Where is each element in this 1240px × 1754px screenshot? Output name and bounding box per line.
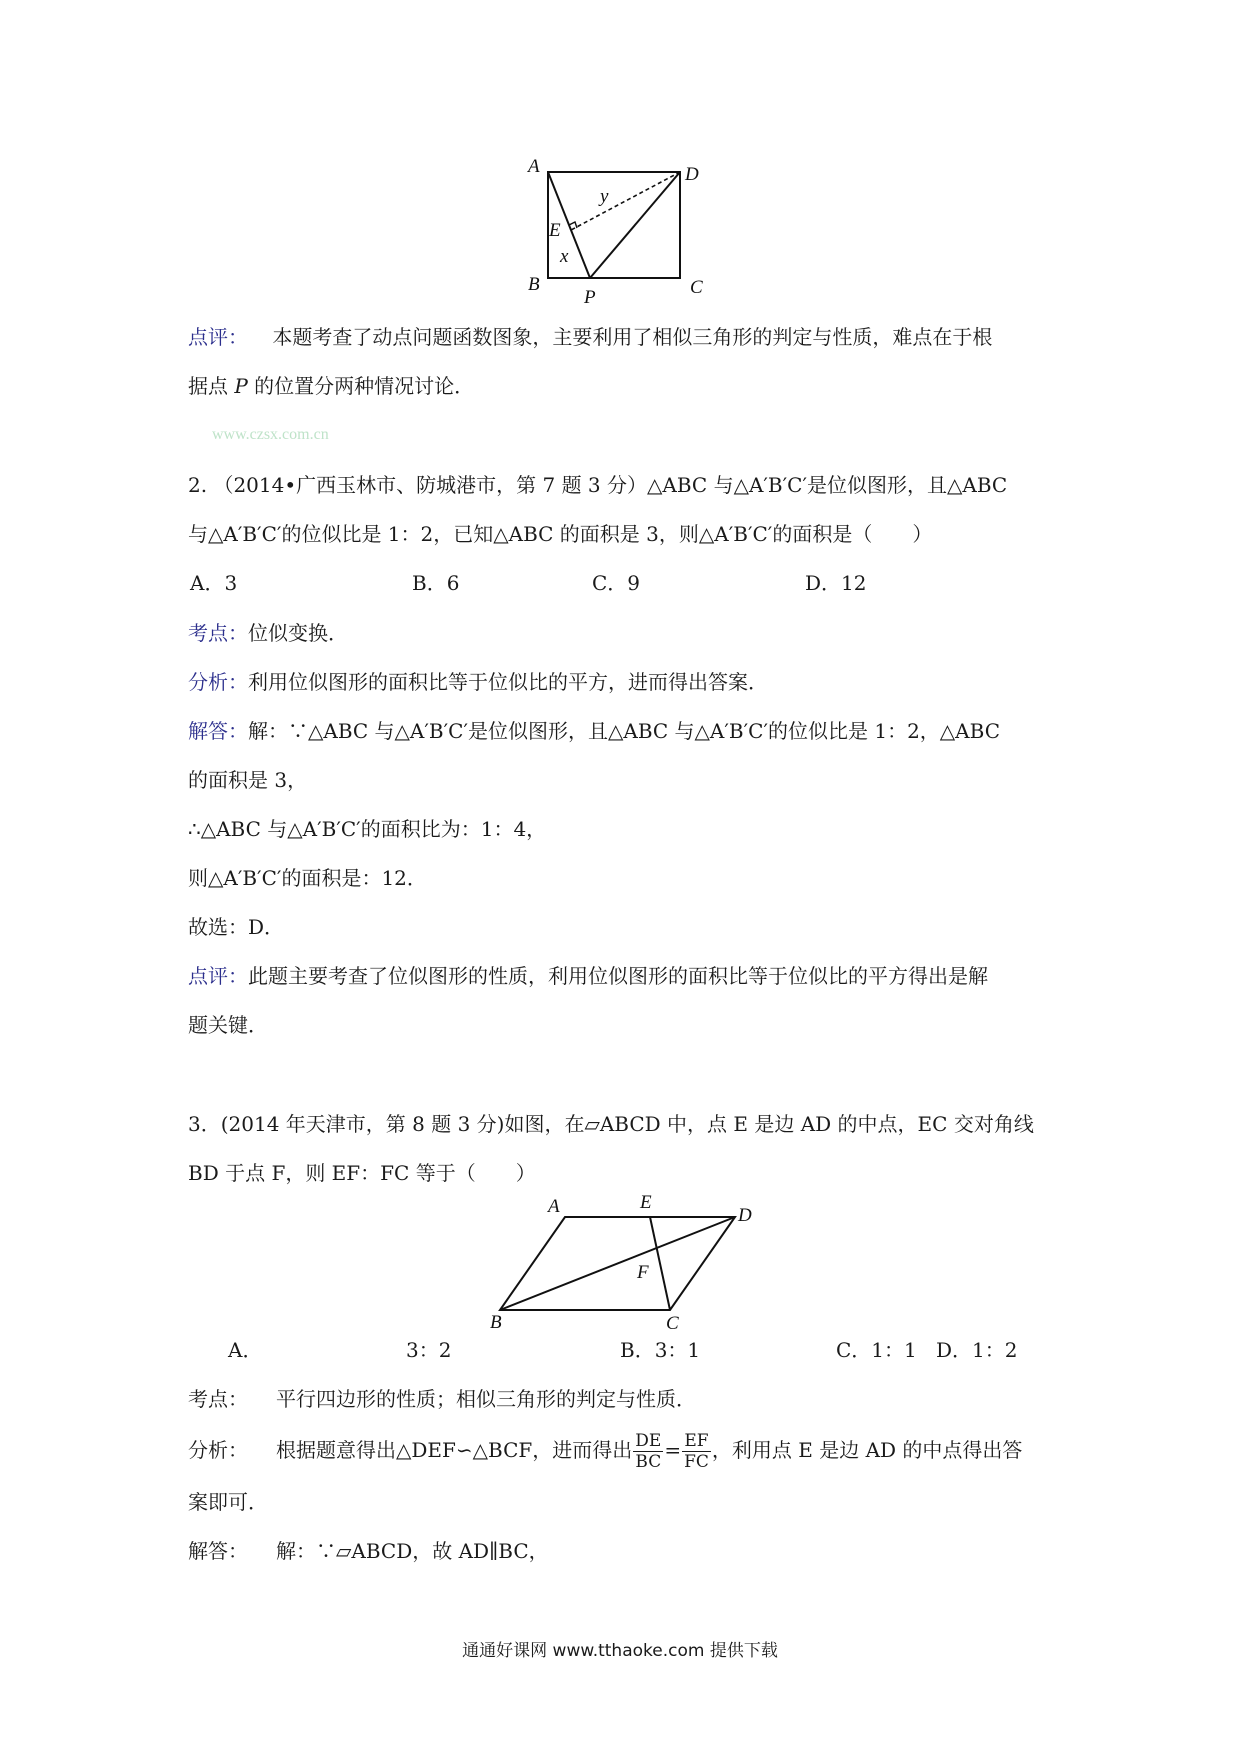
q2-jieda-1: 解答：解：∵△ABC 与△A′B′C′是位似图形，且△ABC 与△A′B′C′的位似比是 1：2，△ABC xyxy=(188,719,1001,743)
figure-rectangle-abcd xyxy=(520,150,720,310)
label-a: A xyxy=(528,156,540,177)
q3-option-a-value: 3：2 xyxy=(406,1338,452,1362)
q2-option-c: C．9 xyxy=(592,571,641,595)
q2-dianping-2: 题关键． xyxy=(188,1013,268,1037)
q2-option-a: A．3 xyxy=(190,571,238,595)
q2-kaodian: 考点：位似变换． xyxy=(188,621,348,645)
q2-stem-2: 与△A′B′C′的位似比是 1：2，已知△ABC 的面积是 3，则△A′B′C′的面积是（ ） xyxy=(188,522,933,546)
label-d: D xyxy=(685,164,699,185)
label-e: E xyxy=(549,220,561,241)
label-b: B xyxy=(528,274,540,295)
label-f: F xyxy=(637,1262,649,1283)
label-b: B xyxy=(490,1312,502,1332)
label-c: C xyxy=(666,1313,679,1332)
q2-dianping-1: 点评：此题主要考查了位似图形的性质，利用位似图形的面积比等于位似比的平方得出是解 xyxy=(188,964,988,988)
q3-option-b: B．3：1 xyxy=(620,1338,701,1362)
q3-stem-2: BD 于点 F，则 EF：FC 等于（ ） xyxy=(188,1161,536,1185)
watermark: www.czsx.com.cn xyxy=(212,426,329,443)
label-p: P xyxy=(584,287,596,308)
q3-option-c: C．1：1 xyxy=(836,1338,917,1362)
review-line-1 xyxy=(188,324,992,350)
q3-option-d: D．1：2 xyxy=(936,1338,1018,1362)
q3-fenxi-2: 案即可． xyxy=(188,1490,268,1514)
q3-stem-1: 3．(2014 年天津市，第 8 题 3 分)如图，在▱ABCD 中，点 E 是边 AD 的中点，EC 交对角线 xyxy=(188,1112,1034,1136)
review-label: 点评： xyxy=(188,325,248,349)
label-a: A xyxy=(548,1196,560,1217)
fraction-ef-fc: $\frac{EF}{FC}$ xyxy=(684,1431,709,1472)
label-d: D xyxy=(738,1205,752,1226)
q2-option-b: B．6 xyxy=(412,571,460,595)
q3-kaodian: 考点： 平行四边形的性质；相似三角形的判定与性质． xyxy=(188,1387,696,1411)
q3-option-a: A． xyxy=(228,1338,263,1362)
review-line-2: 据点 P 的位置分两种情况讨论． xyxy=(188,374,475,398)
review-text-1: 本题考查了动点问题函数图象，主要利用了相似三角形的判定与性质，难点在于根 xyxy=(272,325,993,349)
q2-jieda-4: 则△A′B′C′的面积是：12． xyxy=(188,866,427,890)
label-x: x xyxy=(560,246,569,267)
q2-jieda-3: ∴△ABC 与△A′B′C′的面积比为：1：4， xyxy=(188,817,547,841)
page-footer: 通通好课网 www.tthaoke.com 提供下载 xyxy=(462,1641,778,1661)
q2-fenxi: 分析：利用位似图形的面积比等于位似比的平方，进而得出答案． xyxy=(188,670,768,694)
q3-fenxi: 分析： 根据题意得出△DEF∽△BCF，进而得出 $\frac{DE}{BC}$ = $\frac{EF}{FC}$ ，利用点 E 是边 AD 的中点得出答 xyxy=(188,1431,1023,1472)
q2-stem-1: 2. （2014•广西玉林市、防城港市，第 7 题 3 分）△ABC 与△A′B′C′是位似图形，且△ABC xyxy=(188,473,1008,497)
label-c: C xyxy=(690,277,703,298)
label-e: E xyxy=(640,1192,652,1213)
label-y: y xyxy=(600,186,609,207)
figure-parallelogram-abcd xyxy=(490,1192,770,1332)
q3-jieda: 解答： 解：∵▱ABCD，故 AD∥BC， xyxy=(188,1539,549,1563)
q2-jieda-5: 故选：D． xyxy=(188,915,285,939)
q2-option-d: D．12 xyxy=(805,571,867,595)
fraction-de-bc: $\frac{DE}{BC}$ xyxy=(635,1431,662,1472)
q2-jieda-2: 的面积是 3， xyxy=(188,768,308,792)
